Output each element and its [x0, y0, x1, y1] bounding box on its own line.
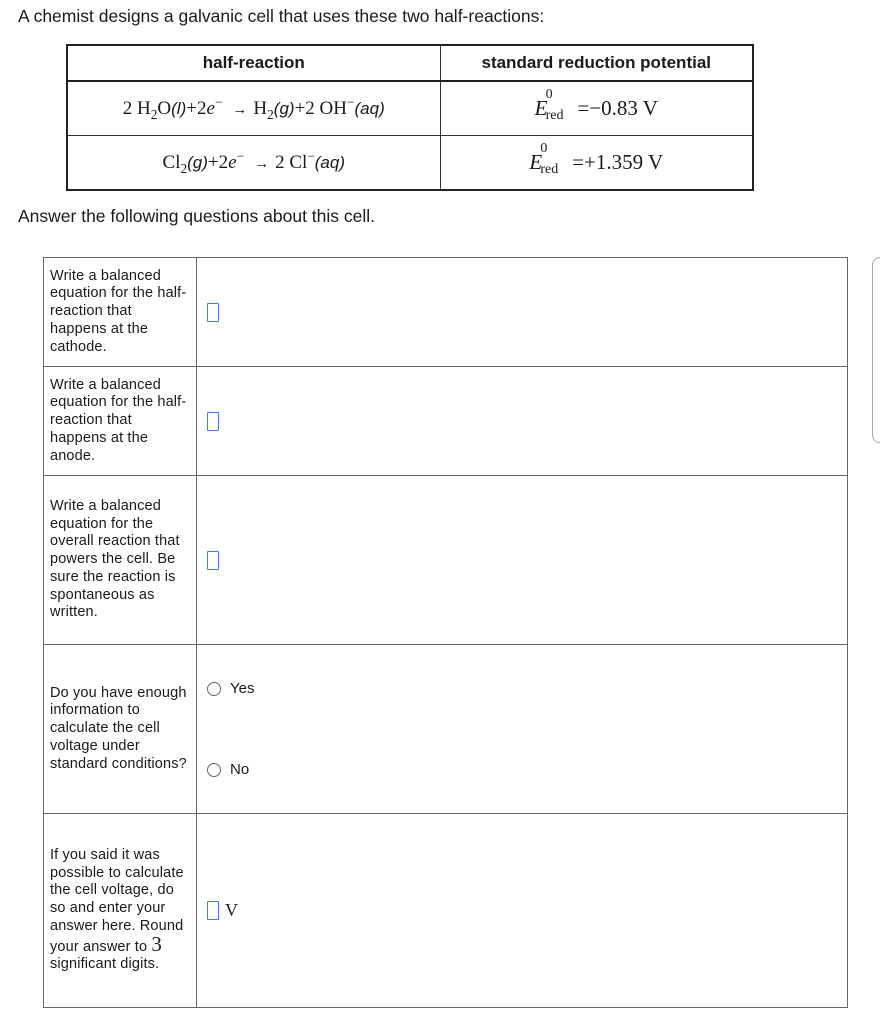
question-overall-reaction: Write a balanced equation for the overall reaction that powers the cell. Be sure the reaction is spontaneous as written. — [44, 476, 197, 645]
reactants: $Cl_2(g)+2e^-$ — [162, 148, 245, 176]
cathode-answer-input[interactable] — [207, 303, 219, 322]
question-enough-information: Do you have enough information to calculate the cell voltage under standard conditions? — [44, 645, 197, 814]
question-anode: Write a balanced equation for the half-reaction that happens at the anode. — [44, 367, 197, 476]
questions-table — [43, 257, 848, 1008]
reaction-arrow-icon: → — [232, 101, 248, 118]
answer-cell — [197, 367, 848, 476]
overall-reaction-answer-input[interactable] — [207, 551, 219, 570]
intro-text: A chemist designs a galvanic cell that uses these two half-reactions: — [18, 6, 545, 26]
question-row — [44, 476, 848, 645]
side-panel-tab[interactable] — [872, 257, 880, 443]
question-row — [44, 258, 848, 367]
half-reaction-cell — [67, 81, 440, 136]
radio-button-icon[interactable] — [207, 682, 221, 696]
standard-potential: E 0 red =−0.83 V — [534, 87, 658, 123]
potential-cell — [440, 136, 753, 191]
header-standard-reduction-potential: standard reduction potential — [440, 45, 753, 81]
table-header-row — [67, 45, 753, 81]
header-half-reaction: half-reaction — [67, 45, 440, 81]
sig-figs-number: 3 — [151, 931, 163, 956]
standard-potential: E 0 red =+1.359 V — [529, 141, 664, 177]
instructions-text: Answer the following questions about this cell. — [18, 206, 376, 226]
question-cell-voltage: If you said it was possible to calculate the cell voltage, do so and enter your answer here. Round your answer to 3 significant digits. — [44, 814, 197, 1008]
potential-cell — [440, 81, 753, 136]
reactants: 2 $H_2O(l)+2e^-$ — [122, 94, 223, 122]
radio-label: No — [230, 761, 250, 778]
products: $H_2(g)+2$ OH−(aq) — [253, 94, 385, 122]
anode-answer-input[interactable] — [207, 412, 219, 431]
half-reaction-table — [66, 44, 754, 191]
radio-button-icon[interactable] — [207, 763, 221, 777]
radio-label: Yes — [230, 680, 255, 697]
radio-option-yes[interactable] — [207, 680, 846, 697]
answer-cell — [197, 814, 848, 1008]
question-row — [44, 814, 848, 1008]
question-row — [44, 367, 848, 476]
table-row — [67, 81, 753, 136]
question-cathode: Write a balanced equation for the half-reaction that happens at the cathode. — [44, 258, 197, 367]
answer-cell — [197, 476, 848, 645]
table-row — [67, 136, 753, 191]
radio-option-no[interactable] — [207, 761, 846, 778]
question-row — [44, 645, 848, 814]
products: 2 Cl−(aq) — [275, 148, 345, 173]
voltage-unit: V — [225, 900, 238, 920]
half-reaction-cell — [67, 136, 440, 191]
cell-voltage-input[interactable] — [207, 901, 219, 920]
answer-cell — [197, 258, 848, 367]
answer-cell — [197, 645, 848, 814]
reaction-arrow-icon: → — [254, 155, 270, 172]
